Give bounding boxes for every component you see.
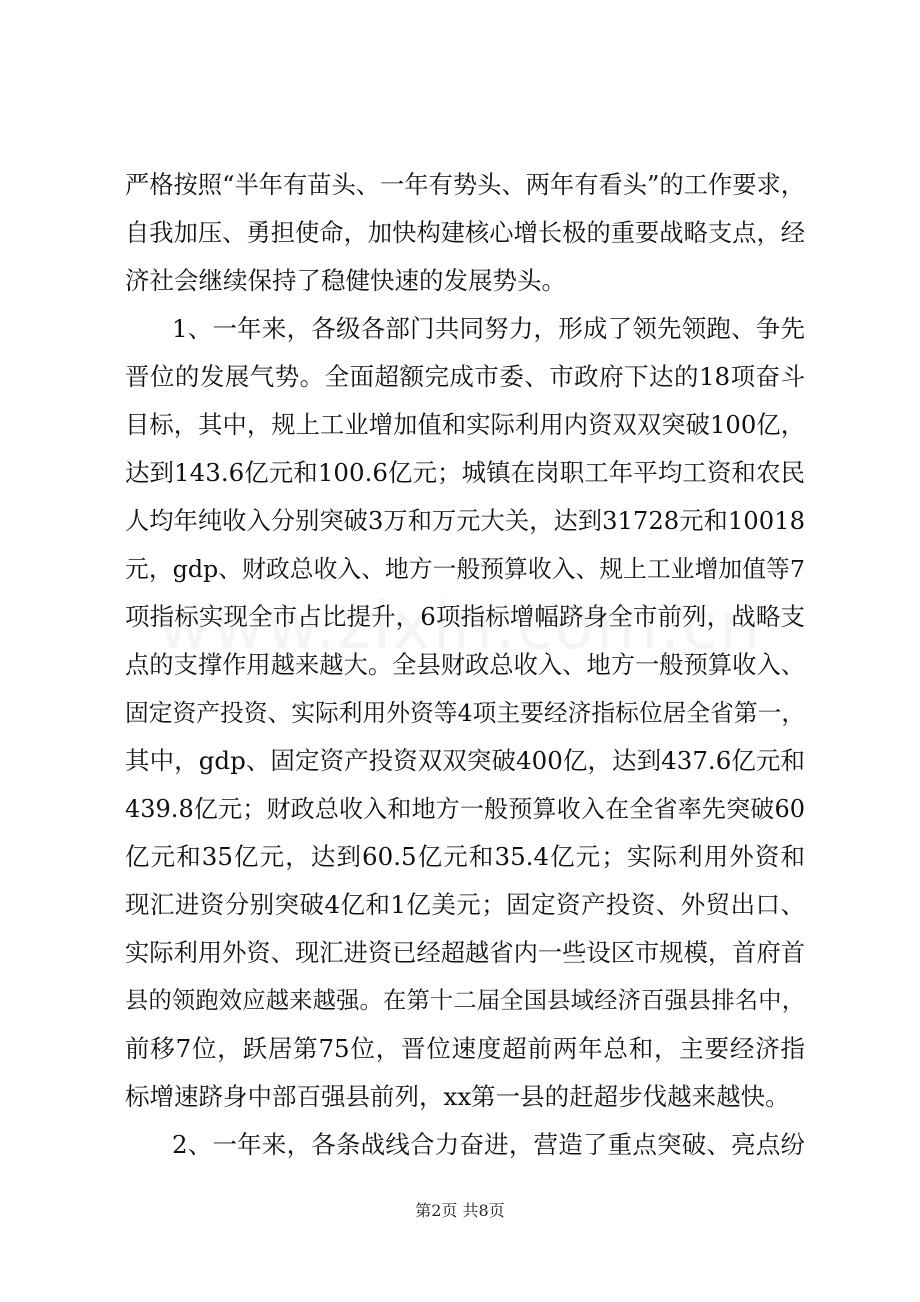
- paragraph-2-line-8: 点的支撑作用越来越大。全县财政总收入、地方一般预算收入、: [125, 650, 805, 679]
- paragraph-3-line-1: 2、一年来，各条战线合力奋进，营造了重点突破、亮点纷: [172, 1130, 805, 1159]
- paragraph-1-line-1: 严格按照“半年有苗头、一年有势头、两年有看头”的工作要求，: [125, 170, 805, 199]
- paragraph-2-line-16: 前移7位，跃居第75位，晋位速度超前两年总和，主要经济指: [125, 1034, 805, 1063]
- paragraph-2-line-11: 439.8亿元；财政总收入和地方一般预算收入在全省率先突破60: [125, 795, 805, 823]
- paragraph-2-line-7: 项指标实现全市占比提升，6项指标增幅跻身全市前列，战略支: [125, 602, 805, 631]
- paragraph-2-line-4: 达到143.6亿元和100.6亿元；城镇在岗职工年平均工资和农民: [125, 458, 805, 487]
- paragraph-2-line-10: 其中，gdp、固定资产投资双双突破400亿，达到437.6亿元和: [125, 746, 805, 775]
- paragraph-2-line-13: 现汇进资分别突破4亿和1亿美元；固定资产投资、外贸出口、: [125, 890, 805, 919]
- paragraph-2-line-1: 1、一年来，各级各部门共同努力，形成了领先领跑、争先: [172, 314, 805, 343]
- paragraph-1-line-3: 济社会继续保持了稳健快速的发展势头。: [125, 266, 566, 295]
- paragraph-2-line-3: 目标，其中，规上工业增加值和实际利用内资双双突破100亿，: [125, 410, 805, 439]
- paragraph-2-line-5: 人均年纯收入分别突破3万和万元大关，达到31728元和10018: [125, 506, 805, 535]
- paragraph-2-line-12: 亿元和35亿元，达到60.5亿元和35.4亿元；实际利用外资和: [125, 842, 805, 871]
- paragraph-2-line-6: 元，gdp、财政总收入、地方一般预算收入、规上工业增加值等7: [125, 555, 805, 583]
- paragraph-1-line-2: 自我加压、勇担使命，加快构建核心增长极的重要战略支点，经: [125, 218, 805, 247]
- paragraph-2-line-15: 县的领跑效应越来越强。在第十二届全国县域经济百强县排名中，: [125, 987, 805, 1014]
- page-footer: 第2页 共8页: [415, 1201, 505, 1220]
- paragraph-2-line-14: 实际利用外资、现汇进资已经超越省内一些设区市规模，首府首: [125, 938, 805, 967]
- paragraph-2-line-9: 固定资产投资、实际利用外资等4项主要经济指标位居全省第一，: [125, 699, 806, 727]
- paragraph-2-line-2: 晋位的发展气势。全面超额完成市委、市政府下达的18项奋斗: [125, 362, 805, 391]
- paragraph-2-line-17: 标增速跻身中部百强县前列，xx第一县的赶超步伐越来越快。: [125, 1082, 790, 1111]
